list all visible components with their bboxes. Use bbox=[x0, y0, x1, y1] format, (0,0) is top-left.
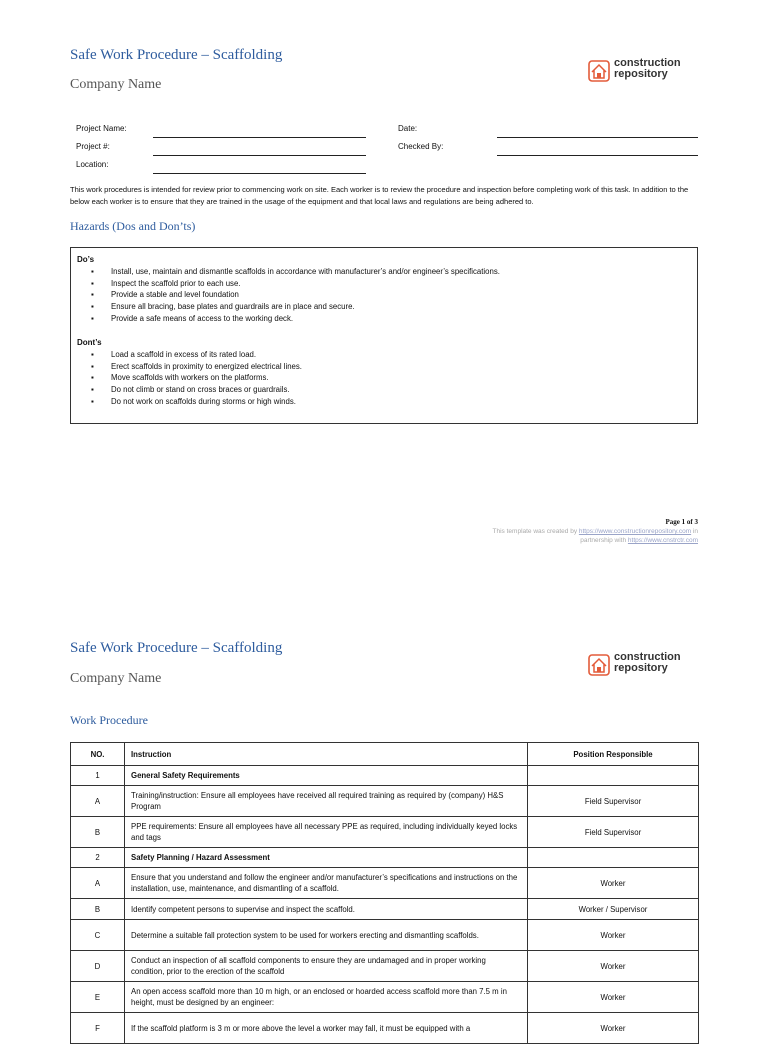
intro-paragraph: This work procedures is intended for review prior to commencing work on site. Each worker is to review the procedure and inspection before completing work of this task. In addition to the below each worker is to ensure that they are trained in the usage of the equipment and that local laws and regulations are being adhered to. bbox=[70, 185, 689, 206]
row-position: Worker bbox=[528, 868, 699, 899]
row-instruction: Conduct an inspection of all scaffold components to ensure they are undamaged and in proper working condition, prior to the erection of the scaffold bbox=[125, 951, 528, 982]
row-position: Field Supervisor bbox=[528, 817, 699, 848]
row-instruction: An open access scaffold more than 10 m high, or an enclosed or hoarded access scaffold more than 7.5 m in height, must be designed by an engineer: bbox=[125, 982, 528, 1013]
location-label: Location: bbox=[76, 160, 109, 169]
credit-link-2[interactable]: https://www.cnstrctr.com bbox=[627, 537, 698, 544]
table-body bbox=[71, 766, 699, 1044]
row-instruction: Determine a suitable fall protection system to be used for workers erecting and dismantling scaffolds. bbox=[125, 920, 528, 951]
row-number: A bbox=[71, 786, 125, 817]
row-instruction: Safety Planning / Hazard Assessment bbox=[125, 848, 528, 868]
project-name-label: Project Name: bbox=[76, 124, 127, 133]
row-number: 2 bbox=[71, 848, 125, 868]
section-row bbox=[71, 848, 699, 868]
row-number: F bbox=[71, 1013, 125, 1044]
checked-by-label: Checked By: bbox=[398, 142, 444, 151]
row-instruction: Identify competent persons to supervise and inspect the scaffold. bbox=[125, 899, 528, 920]
hazards-title: Hazards (Dos and Don’ts) bbox=[70, 219, 196, 233]
company-name: Company Name bbox=[70, 671, 162, 686]
table-row bbox=[71, 1013, 699, 1044]
page-2 bbox=[0, 594, 768, 1033]
dos-item: ▪ Provide a stable and level foundation bbox=[91, 289, 500, 301]
row-instruction: PPE requirements: Ensure all employees have all necessary PPE as required, including individually keyed locks and tags bbox=[125, 817, 528, 848]
table-row bbox=[71, 920, 699, 951]
row-position: Field Supervisor bbox=[528, 786, 699, 817]
date-label: Date: bbox=[398, 124, 418, 133]
page-number: Page 1 of 3 bbox=[665, 518, 698, 526]
logo bbox=[588, 58, 698, 86]
project-name-field[interactable] bbox=[153, 137, 366, 138]
table-header-row bbox=[71, 743, 699, 766]
donts-item: ▪ Erect scaffolds in proximity to energized electrical lines. bbox=[91, 361, 302, 373]
row-instruction: If the scaffold platform is 3 m or more above the level a worker may fall, it must be equipped with a bbox=[125, 1013, 528, 1044]
logo-text bbox=[614, 58, 681, 80]
location-field[interactable] bbox=[153, 173, 366, 174]
logo-line-1: construction bbox=[614, 651, 681, 663]
table-row bbox=[71, 786, 699, 817]
house-logo-icon bbox=[588, 654, 610, 676]
credit-partner: partnership with bbox=[580, 537, 628, 544]
date-field[interactable] bbox=[497, 137, 698, 138]
hazards-box bbox=[70, 247, 698, 424]
row-position bbox=[528, 766, 699, 786]
house-logo-icon bbox=[588, 60, 610, 82]
row-number: A bbox=[71, 868, 125, 899]
row-position bbox=[528, 848, 699, 868]
dos-item: ▪ Provide a safe means of access to the working deck. bbox=[91, 313, 500, 325]
checked-by-field[interactable] bbox=[497, 155, 698, 156]
donts-item: ▪ Do not work on scaffolds during storms or high winds. bbox=[91, 396, 302, 408]
donts-item: ▪ Move scaffolds with workers on the platforms. bbox=[91, 372, 302, 384]
project-number-field[interactable] bbox=[153, 155, 366, 156]
row-position: Worker bbox=[528, 1013, 699, 1044]
col-no-header: NO. bbox=[71, 743, 125, 766]
row-position: Worker bbox=[528, 920, 699, 951]
row-number: 1 bbox=[71, 766, 125, 786]
col-position-header: Position Responsible bbox=[528, 743, 699, 766]
dos-item: ▪ Inspect the scaffold prior to each use. bbox=[91, 278, 500, 290]
row-instruction: Training/instruction: Ensure all employees have received all required training as required by (company) H&S Program bbox=[125, 786, 528, 817]
table-row bbox=[71, 982, 699, 1013]
donts-item: ▪ Load a scaffold in excess of its rated load. bbox=[91, 349, 302, 361]
logo bbox=[588, 652, 698, 680]
dos-heading: Do’s bbox=[77, 255, 95, 264]
logo-line-1: construction bbox=[614, 57, 681, 69]
row-number: B bbox=[71, 899, 125, 920]
doc-title: Safe Work Procedure – Scaffolding bbox=[70, 47, 283, 63]
template-credit bbox=[398, 527, 698, 545]
table-row bbox=[71, 868, 699, 899]
row-number: E bbox=[71, 982, 125, 1013]
row-position: Worker bbox=[528, 951, 699, 982]
doc-title: Safe Work Procedure – Scaffolding bbox=[70, 640, 283, 656]
section-row bbox=[71, 766, 699, 786]
credit-suffix: in bbox=[691, 528, 698, 535]
row-instruction: General Safety Requirements bbox=[125, 766, 528, 786]
dos-item: ▪ Ensure all bracing, base plates and guardrails are in place and secure. bbox=[91, 301, 500, 313]
dos-list bbox=[91, 266, 500, 325]
logo-line-2: repository bbox=[614, 662, 668, 674]
col-instruction-header: Instruction bbox=[125, 743, 528, 766]
logo-text bbox=[614, 652, 681, 674]
donts-list bbox=[91, 349, 302, 408]
donts-heading: Dont’s bbox=[77, 338, 102, 347]
dos-item: ▪ Install, use, maintain and dismantle scaffolds in accordance with manufacturer’s and/or engineer’s specifications. bbox=[91, 266, 500, 278]
logo-line-2: repository bbox=[614, 68, 668, 80]
row-position: Worker / Supervisor bbox=[528, 899, 699, 920]
row-number: C bbox=[71, 920, 125, 951]
work-procedure-table bbox=[70, 742, 699, 1044]
credit-prefix: This template was created by bbox=[492, 528, 579, 535]
row-position: Worker bbox=[528, 982, 699, 1013]
table-row bbox=[71, 951, 699, 982]
company-name: Company Name bbox=[70, 77, 162, 92]
project-number-label: Project #: bbox=[76, 142, 110, 151]
row-number: D bbox=[71, 951, 125, 982]
table-row bbox=[71, 899, 699, 920]
row-number: B bbox=[71, 817, 125, 848]
credit-link-1[interactable]: https://www.constructionrepository.com bbox=[578, 528, 692, 535]
row-instruction: Ensure that you understand and follow the engineer and/or manufacturer’s specifications and instructions on the installation, use, maintenance, and dismantling of a scaffold. bbox=[125, 868, 528, 899]
table-row bbox=[71, 817, 699, 848]
donts-item: ▪ Do not climb or stand on cross braces or guardrails. bbox=[91, 384, 302, 396]
work-procedure-title: Work Procedure bbox=[70, 713, 149, 727]
